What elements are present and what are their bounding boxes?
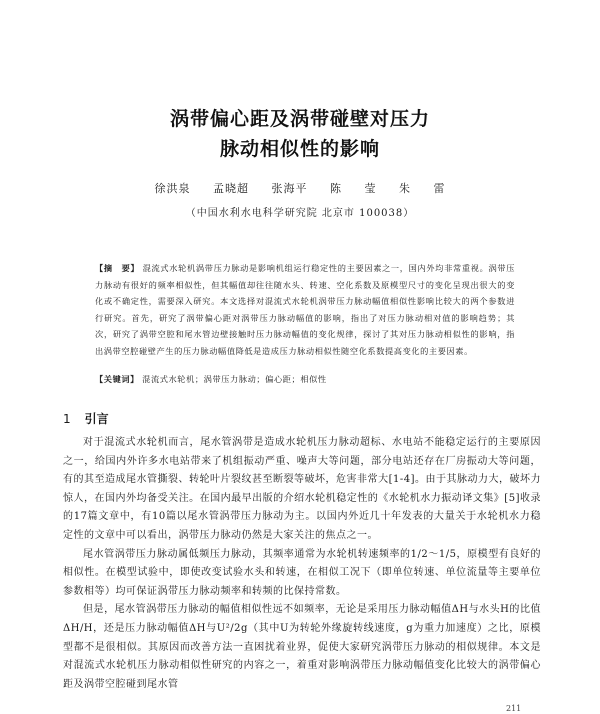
abstract-label: 【摘 要】 (95, 263, 140, 273)
abstract-text: 混流式水轮机涡带压力脉动是影响机组运行稳定性的主要因素之一，国内外均非常重视。涡带压力脉动有很好的频率相似性，但其幅值却往往随水头、转速、空化系数及原模型尺寸的变化呈现出很大的变化或不确定性，需要深入研究。本文选择对混流式水轮机涡带压力脉动幅值相似性影响比较大的两个参数进行研究。首先，研究了涡带偏心距对涡带压力脉动幅值的影响，指出了对压力脉动相对值的影响趋势；其次，研究了涡带空腔和尾水管边壁接触时压力脉动幅值的变化规律，探讨了其对压力脉动相似性的影响，指出涡带空腔碰壁产生的压力脉动幅值降低是造成压力脉动相似性随空化系数提高变化的主要因素。 (95, 263, 516, 356)
body-text (63, 434, 541, 694)
author-list (0, 180, 600, 196)
paragraph: 尾水管涡带压力脉动属低频压力脉动，其频率通常为水轮机转速频率的1/2～1/5，原模型有良好的相似性。在模型试验中，即使改变试验水头和转速，在相似工况下（即单位转速、单位流量等主要单位参数相等）均可保证涡带压力脉动频率和转频的比保持常数。 (63, 548, 541, 597)
author-name: 朱 雷 (399, 182, 446, 195)
page-number: 211 (506, 704, 522, 713)
author-name: 陈 莹 (330, 182, 377, 195)
author-name: 孟晓超 (213, 182, 249, 195)
keywords-text: 混流式水轮机；涡带压力脉动；偏心距；相似性 (142, 374, 327, 384)
paragraph: 但是，尾水管涡带压力脉动的幅值相似性远不如频率，无论是采用压力脉动幅值ΔH与水头H的比值ΔH/H，还是压力脉动幅值ΔH与U²/2g（其中U为转轮外缘旋转线速度，g为重力加速度）之比，原模型都不是很相似。其原因而改善方法一直困扰着业界，促使大家研究涡带压力脉动的相似规律。本文是对混流式水轮机压力脉动相似性研究的内容之一，着重对影响涡带压力脉动幅值变化比较大的涡带偏心距及涡带空腔碰到尾水管 (63, 604, 541, 690)
title-line-2: 脉动相似性的影响 (219, 138, 380, 160)
title-line-1: 涡带偏心距及涡带碰壁对压力 (169, 108, 430, 130)
section-number: 1 (63, 412, 71, 426)
keywords-label: 【关键词】 (95, 374, 139, 384)
keywords-block (95, 374, 515, 385)
author-name: 徐洪泉 (154, 182, 191, 195)
abstract-block (95, 260, 515, 360)
author-name: 张海平 (271, 182, 308, 195)
affiliation: （中国水利水电科学研究院 北京市 100038） (185, 208, 415, 219)
paragraph: 对于混流式水轮机而言，尾水管涡带是造成水轮机压力脉动超标、水电站不能稳定运行的主要原因之一，给国内外许多水电站带来了机组振动严重、噪声大等问题，部分电站还存在厂房振动大等问题，有的其至造成尾水管撕裂、转轮叶片裂纹甚至断裂等破坏，危害非常大[1-4]。由于其脉动力大，破坏力惊人，在国内外均备受关注。在国内最早出版的介绍水轮机稳定性的《水轮机水力振动译文集》[5]收录的17篇文章中，有10篇以尾水管涡带压力脉动为主。以国内外近几十年发表的大量关于水轮机水力稳定性的文章中可以看出，涡带压力脉动仍然是大家关注的焦点之一。 (63, 437, 541, 541)
section-title: 引言 (84, 412, 109, 426)
section-heading (63, 410, 109, 427)
